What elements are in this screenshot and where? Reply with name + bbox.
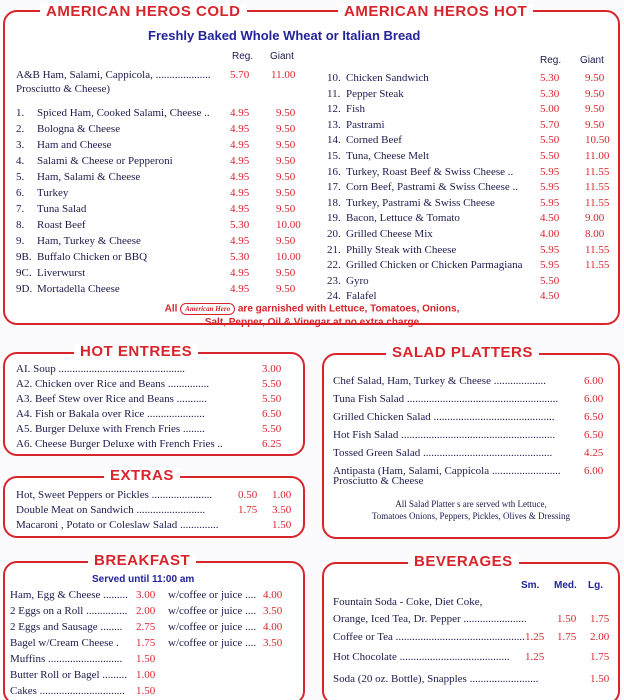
beverage-item-med: 1.75 bbox=[557, 631, 577, 643]
cold-item-name: Salami & Cheese or Pepperoni bbox=[37, 155, 173, 167]
cold-item-num: 6. bbox=[16, 187, 25, 199]
cold-item-reg: 4.95 bbox=[230, 107, 250, 119]
cold-reg-label: Reg. bbox=[232, 51, 254, 62]
hot-item-reg: 4.00 bbox=[540, 228, 560, 240]
hot-item-reg: 5.95 bbox=[540, 196, 560, 209]
cold-item-name: Bologna & Cheese bbox=[37, 123, 121, 135]
cold-item-ab bbox=[16, 69, 211, 82]
extra-item-name: Double Meat on Sandwich ......................... bbox=[16, 504, 206, 516]
hot-item-reg: 5.95 bbox=[540, 181, 560, 194]
breakfast-item-name: 2 Eggs and Sausage ........ bbox=[10, 621, 123, 633]
beverage-item-name: Coffee or Tea ............................................... bbox=[333, 631, 525, 643]
hot-item-num: 22. bbox=[327, 259, 341, 272]
hot-item-num: 12. bbox=[327, 103, 341, 116]
hot-reg-label: Reg. bbox=[540, 55, 562, 66]
beverages-lg-label: Lg. bbox=[588, 580, 603, 591]
hot-item-name: Corn Beef, Pastrami & Swiss Cheese .. bbox=[346, 181, 519, 194]
breakfast-item-price: 2.00 bbox=[136, 605, 156, 617]
cold-item-giant: 9.50 bbox=[276, 155, 296, 167]
entree-item-name: AI. Soup .............................................. bbox=[16, 363, 185, 375]
salad-item-price: 6.00 bbox=[584, 465, 604, 477]
heros-cold-title: AMERICAN HEROS COLD bbox=[40, 4, 247, 19]
heros-note-line2: Salt, Pepper, Oil & Vinegar at no extra charge bbox=[204, 317, 420, 328]
extra-item-name: Hot, Sweet Peppers or Pickles ...................... bbox=[16, 489, 213, 501]
cold-giant-label: Giant bbox=[270, 51, 294, 62]
hot-item-name: Tuna, Cheese Melt bbox=[346, 150, 430, 162]
extra-item-p1: 0.50 bbox=[238, 489, 258, 501]
hot-item-giant: 9.50 bbox=[585, 118, 605, 131]
beverages-title: BEVERAGES bbox=[408, 554, 519, 569]
heros-subtitle: Freshly Baked Whole Wheat or Italian Bread bbox=[148, 28, 421, 43]
cold-item-name: Ham, Salami & Cheese bbox=[37, 171, 141, 183]
hot-giant-label: Giant bbox=[580, 55, 604, 66]
breakfast-item-name: Cakes ............................... bbox=[10, 685, 125, 697]
cold-item-reg: 4.95 bbox=[230, 155, 250, 167]
cold-item-reg: 4.95 bbox=[230, 235, 250, 247]
salad-item-price: 6.00 bbox=[584, 375, 604, 387]
hot-item-reg: 5.30 bbox=[540, 72, 560, 84]
beverage-item-lg: 1.50 bbox=[590, 673, 610, 685]
cold-item-num: 7. bbox=[16, 203, 25, 215]
beverage-item-lg: 1.75 bbox=[590, 651, 610, 663]
hot-item-name: Gyro bbox=[346, 274, 369, 287]
breakfast-title: BREAKFAST bbox=[88, 553, 196, 568]
beverage-item-sm: 1.25 bbox=[525, 651, 545, 663]
hot-item-reg: 5.50 bbox=[540, 274, 560, 287]
breakfast-item-with-price: 3.50 bbox=[263, 637, 283, 649]
hot-item-name: Corned Beef bbox=[346, 134, 402, 147]
breakfast-item-with: w/coffee or juice .... bbox=[168, 589, 257, 601]
cold-item-giant: 9.50 bbox=[276, 203, 296, 215]
cold-item-num: 9D. bbox=[16, 283, 33, 295]
hot-item-num: 24. bbox=[327, 290, 341, 303]
cold-item-name: Ham, Turkey & Cheese bbox=[37, 235, 141, 247]
cold-item-reg: 4.95 bbox=[230, 203, 250, 215]
heros-hot-title: AMERICAN HEROS HOT bbox=[338, 4, 533, 19]
cold-item-giant: 9.50 bbox=[276, 267, 296, 279]
cold-item-num: 4. bbox=[16, 155, 25, 167]
hot-item-giant: 9.50 bbox=[585, 87, 605, 100]
breakfast-item-price: 1.50 bbox=[136, 685, 156, 697]
hot-item-num: 10. bbox=[327, 72, 341, 84]
hot-item-giant: 11.55 bbox=[585, 165, 610, 178]
breakfast-item-with: w/coffee or juice .... bbox=[168, 637, 257, 649]
hot-item-num: 15. bbox=[327, 150, 341, 162]
hot-item-name: Pepper Steak bbox=[346, 87, 404, 100]
cold-item-reg: 4.95 bbox=[230, 187, 250, 199]
beverage-item-lg: 2.00 bbox=[590, 631, 610, 643]
heros-note-line1 bbox=[0, 303, 624, 316]
entree-item-price: 3.00 bbox=[262, 363, 282, 375]
cold-item-ab-line2: Prosciutto & Cheese) bbox=[16, 83, 111, 95]
hot-item-num: 23. bbox=[327, 274, 341, 287]
entree-item-price: 6.25 bbox=[262, 438, 282, 450]
cold-item-reg: 4.95 bbox=[230, 283, 250, 295]
cold-item-name: Buffalo Chicken or BBQ bbox=[37, 251, 148, 263]
salad-platters-title: SALAD PLATTERS bbox=[386, 345, 539, 360]
hot-item-num: 16. bbox=[327, 165, 341, 178]
hot-item-num: 21. bbox=[327, 243, 341, 256]
entree-item-name: A5. Burger Deluxe with French Fries ........ bbox=[16, 423, 205, 435]
breakfast-item-name: Bagel w/Cream Cheese . bbox=[10, 637, 119, 649]
breakfast-item-price: 3.00 bbox=[136, 589, 156, 601]
hot-item-num: 13. bbox=[327, 118, 341, 131]
breakfast-item-name: Butter Roll or Bagel ......... bbox=[10, 669, 128, 681]
cold-item-giant: 9.50 bbox=[276, 139, 296, 151]
cold-item-giant: 10.00 bbox=[276, 219, 301, 231]
hot-item-giant: 9.50 bbox=[585, 72, 605, 84]
salad-item-name: Chef Salad, Ham, Turkey & Cheese ................... bbox=[333, 375, 546, 387]
salad-item-name: Grilled Chicken Salad ............................................ bbox=[333, 411, 555, 423]
entree-item-name: A3. Beef Stew over Rice and Beans ........... bbox=[16, 393, 207, 405]
breakfast-item-price: 2.75 bbox=[136, 621, 156, 633]
hot-item-num: 19. bbox=[327, 212, 341, 225]
hot-item-num: 14. bbox=[327, 134, 341, 147]
breakfast-served: Served until 11:00 am bbox=[92, 574, 195, 585]
cold-item-name: Turkey bbox=[37, 187, 69, 199]
salad-item-price: 6.50 bbox=[584, 429, 604, 441]
hot-item-reg: 5.00 bbox=[540, 103, 560, 116]
cold-item-num: 8. bbox=[16, 219, 25, 231]
cold-item-name: Tuna Salad bbox=[37, 203, 87, 215]
salad-item-name: Antipasta (Ham, Salami, Cappicola ......................... bbox=[333, 465, 561, 477]
cold-item-giant: 9.50 bbox=[276, 235, 296, 247]
cold-item-ab-giant: 11.00 bbox=[271, 69, 296, 81]
breakfast-item-price: 1.50 bbox=[136, 653, 156, 665]
salad-item-price: 6.00 bbox=[584, 393, 604, 405]
extra-item-name: Macaroni , Potato or Coleslaw Salad .............. bbox=[16, 519, 219, 531]
salad-item-name: Tuna Fish Salad ....................................................... bbox=[333, 393, 559, 405]
beverage-item-lg: 1.75 bbox=[590, 613, 610, 625]
cold-item-giant: 9.50 bbox=[276, 187, 296, 199]
hot-item-giant: 11.00 bbox=[585, 150, 610, 162]
hot-item-reg: 5.95 bbox=[540, 243, 560, 256]
cold-item-name: Liverwurst bbox=[37, 267, 86, 279]
breakfast-item-with-price: 4.00 bbox=[263, 589, 283, 601]
hot-item-reg: 5.30 bbox=[540, 87, 560, 100]
hot-item-giant: 9.00 bbox=[585, 212, 605, 225]
hot-item-giant: 10.50 bbox=[585, 134, 610, 147]
salad-item-name: Hot Fish Salad ........................................................ bbox=[333, 429, 556, 441]
cold-item-reg: 4.95 bbox=[230, 171, 250, 183]
cold-item-reg: 4.95 bbox=[230, 139, 250, 151]
salad-item-name: Tossed Green Salad ............................................... bbox=[333, 447, 553, 459]
cold-item-num: 3. bbox=[16, 139, 25, 151]
breakfast-item-with-price: 3.50 bbox=[263, 605, 283, 617]
breakfast-item-with: w/coffee or juice .... bbox=[168, 605, 257, 617]
cold-item-name: Spiced Ham, Cooked Salami, Cheese .. bbox=[37, 107, 210, 119]
hot-item-num: 17. bbox=[327, 181, 341, 194]
hot-item-reg: 4.50 bbox=[540, 212, 560, 225]
beverage-item-name: Soda (20 oz. Bottle), Snapples ......................... bbox=[333, 673, 539, 685]
salad-item-price: 4.25 bbox=[584, 447, 604, 459]
american-hero-logo: American Hero bbox=[180, 303, 235, 315]
beverage-item-name: Fountain Soda - Coke, Diet Coke, bbox=[333, 596, 483, 608]
hot-item-name: Pastrami bbox=[346, 118, 385, 131]
beverage-item-name: Hot Chocolate ........................................ bbox=[333, 651, 510, 663]
hot-item-name: Grilled Chicken or Chicken Parmagiana bbox=[346, 259, 523, 272]
cold-item-giant: 9.50 bbox=[276, 123, 296, 135]
hot-item-name: Philly Steak with Cheese bbox=[346, 243, 457, 256]
hot-item-giant: 11.55 bbox=[585, 259, 610, 272]
hot-item-giant: 11.55 bbox=[585, 181, 610, 194]
cold-item-num: 9B. bbox=[16, 251, 32, 263]
cold-item-reg: 5.30 bbox=[230, 251, 250, 263]
extra-item-p2: 1.00 bbox=[272, 489, 292, 501]
hot-entrees-title: HOT ENTREES bbox=[74, 344, 198, 359]
beverage-item-sm: 1.25 bbox=[525, 631, 545, 643]
breakfast-item-name: Ham, Egg & Cheese ......... bbox=[10, 589, 128, 601]
beverages-med-label: Med. bbox=[554, 580, 577, 591]
breakfast-item-price: 1.00 bbox=[136, 669, 156, 681]
cold-item-giant: 9.50 bbox=[276, 107, 296, 119]
note-all: All bbox=[164, 303, 178, 315]
entree-item-name: A6. Cheese Burger Deluxe with French Fries .. bbox=[16, 438, 223, 450]
hot-item-name: Grilled Cheese Mix bbox=[346, 228, 433, 240]
hot-item-num: 11. bbox=[327, 87, 341, 100]
hot-item-reg: 5.50 bbox=[540, 134, 560, 147]
entree-item-price: 5.50 bbox=[262, 393, 282, 405]
cold-item-num: 2. bbox=[16, 123, 25, 135]
hot-item-reg: 5.50 bbox=[540, 150, 560, 162]
hot-item-reg: 5.95 bbox=[540, 165, 560, 178]
hot-item-reg: 4.50 bbox=[540, 290, 560, 303]
cold-item-ab-reg: 5.70 bbox=[230, 69, 250, 81]
hot-item-giant: 8.00 bbox=[585, 228, 605, 240]
extra-item-p2: 3.50 bbox=[272, 504, 292, 516]
breakfast-item-price: 1.75 bbox=[136, 637, 156, 649]
cold-item-giant: 10.00 bbox=[276, 251, 301, 263]
beverages-sm-label: Sm. bbox=[521, 580, 540, 591]
hot-item-name: Fish bbox=[346, 103, 365, 116]
salad-note2: Tomatoes Onions, Peppers, Pickles, Olives & Dressing bbox=[371, 511, 571, 521]
cold-item-name: Roast Beef bbox=[37, 219, 86, 231]
note-line1: are garnished with Lettuce, Tomatoes, Onions, bbox=[237, 303, 460, 315]
hot-item-name: Bacon, Lettuce & Tomato bbox=[346, 212, 460, 225]
extra-item-p2: 1.50 bbox=[272, 519, 292, 531]
cold-item-name: Mortadella Cheese bbox=[37, 283, 120, 295]
extras-title: EXTRAS bbox=[104, 468, 180, 483]
hot-item-reg: 5.95 bbox=[540, 259, 560, 272]
hot-item-giant: 9.50 bbox=[585, 103, 605, 116]
cold-item-giant: 9.50 bbox=[276, 283, 296, 295]
extra-item-p1: 1.75 bbox=[238, 504, 258, 516]
hot-item-reg: 5.70 bbox=[540, 118, 560, 131]
breakfast-item-name: 2 Eggs on a Roll ............... bbox=[10, 605, 128, 617]
hot-item-giant: 11.55 bbox=[585, 196, 610, 209]
entree-item-price: 6.50 bbox=[262, 408, 282, 420]
salad-note1: All Salad Platter s are served wth Lettuce, bbox=[395, 499, 547, 509]
salad-item-antipasta-line2: Prosciutto & Cheese bbox=[333, 475, 424, 487]
entree-item-price: 5.50 bbox=[262, 378, 282, 390]
breakfast-item-with: w/coffee or juice .... bbox=[168, 621, 257, 633]
salad-item-price: 6.50 bbox=[584, 411, 604, 423]
entree-item-price: 5.50 bbox=[262, 423, 282, 435]
cold-item-num: 5. bbox=[16, 171, 25, 183]
hot-item-num: 20. bbox=[327, 228, 341, 240]
hot-item-name: Falafel bbox=[346, 290, 377, 303]
beverage-item-med: 1.50 bbox=[557, 613, 577, 625]
entree-item-name: A4. Fish or Bakala over Rice ..................... bbox=[16, 408, 205, 420]
cold-item-num: 9. bbox=[16, 235, 25, 247]
breakfast-item-name: Muffins ........................... bbox=[10, 653, 123, 665]
hot-item-giant: 11.55 bbox=[585, 243, 610, 256]
breakfast-item-with-price: 4.00 bbox=[263, 621, 283, 633]
hot-item-name: Chicken Sandwich bbox=[346, 72, 429, 84]
cold-item-ab-name: A&B Ham, Salami, Cappicola, .................... bbox=[16, 69, 211, 81]
cold-item-name: Ham and Cheese bbox=[37, 139, 112, 151]
cold-item-num: 9C. bbox=[16, 267, 32, 279]
hot-item-name: Turkey, Pastrami & Swiss Cheese bbox=[346, 196, 495, 209]
cold-item-reg: 4.95 bbox=[230, 123, 250, 135]
hot-item-num: 18. bbox=[327, 196, 341, 209]
cold-item-reg: 5.30 bbox=[230, 219, 250, 231]
beverage-item-name: Orange, Iced Tea, Dr. Pepper ....................... bbox=[333, 613, 527, 625]
entree-item-name: A2. Chicken over Rice and Beans ............... bbox=[16, 378, 210, 390]
cold-item-num: 1. bbox=[16, 107, 25, 119]
hot-item-name: Turkey, Roast Beef & Swiss Cheese .. bbox=[346, 165, 514, 178]
cold-item-giant: 9.50 bbox=[276, 171, 296, 183]
cold-item-reg: 4.95 bbox=[230, 267, 250, 279]
